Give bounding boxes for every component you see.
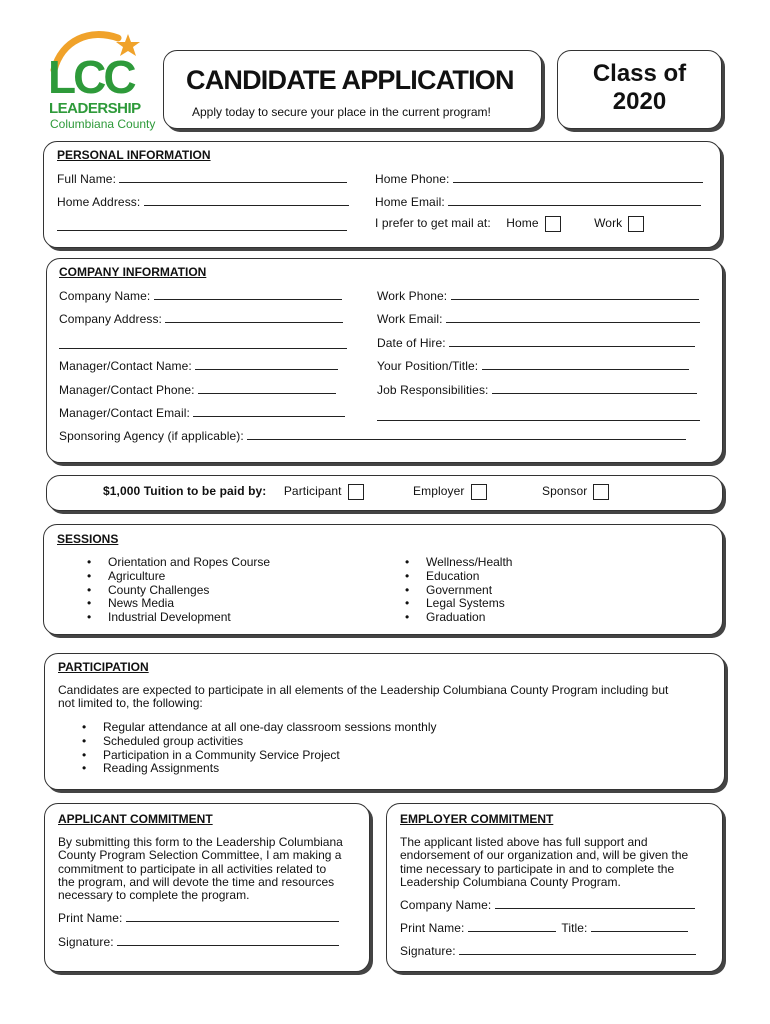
applicant-text: By submitting this form to the Leadership Columbiana County Program Selection Committee, I am making a commitment to participate in all activities related to the program, and will devote the time and resources necessary to complete the program. <box>58 835 343 903</box>
applicant-print-name-field[interactable]: Print Name: <box>58 911 339 925</box>
tuition-employer-label: Employer <box>413 484 465 499</box>
work-email-field[interactable]: Work Email: <box>377 312 700 326</box>
job-responsibilities-line2[interactable] <box>377 410 700 424</box>
mail-work-checkbox[interactable] <box>628 216 644 232</box>
home-address-field[interactable]: Home Address: <box>57 195 349 209</box>
home-address-line2[interactable] <box>57 220 347 234</box>
logo-leadership: LEADERSHIP <box>49 100 141 117</box>
full-name-field[interactable]: Full Name: <box>57 172 347 186</box>
list-item: • Graduation <box>401 611 512 625</box>
position-title-field[interactable]: Your Position/Title: <box>377 359 689 373</box>
page-title: CANDIDATE APPLICATION <box>186 65 514 95</box>
work-phone-field[interactable]: Work Phone: <box>377 289 699 303</box>
tuition-employer-checkbox[interactable] <box>471 484 487 500</box>
list-item: • Reading Assignments <box>78 762 437 776</box>
mail-work-label: Work <box>594 216 623 231</box>
employer-text: The applicant listed above has full support and endorsement of our organization and, will be given the time necessary to participate in and to complete the Leadership Columbiana County Program. <box>400 835 689 889</box>
list-item: • Agriculture <box>83 570 270 584</box>
tuition-row <box>103 484 609 500</box>
position-title-input-line[interactable] <box>482 359 689 370</box>
employer-signature-field[interactable]: Signature: <box>400 944 696 958</box>
list-item: • Orientation and Ropes Course <box>83 556 270 570</box>
list-item: • Government <box>401 584 512 598</box>
full-name-input-line[interactable] <box>119 172 347 183</box>
list-item: • Education <box>401 570 512 584</box>
class-year-box <box>557 50 722 129</box>
sessions-list-right <box>401 556 512 625</box>
list-item: • News Media <box>83 597 270 611</box>
applicant-print-name-input-line[interactable] <box>126 911 339 922</box>
job-responsibilities-input-line[interactable] <box>492 383 697 394</box>
list-item: • Participation in a Community Service Project <box>78 749 437 763</box>
home-email-input-line[interactable] <box>448 195 701 206</box>
company-name-input-line[interactable] <box>154 289 342 300</box>
date-of-hire-field[interactable]: Date of Hire: <box>377 336 695 350</box>
employer-signature-input-line[interactable] <box>459 944 696 955</box>
personal-heading: PERSONAL INFORMATION <box>57 148 211 162</box>
manager-phone-field[interactable]: Manager/Contact Phone: <box>59 383 336 397</box>
list-item: • Scheduled group activities <box>78 735 437 749</box>
employer-title-input-line[interactable] <box>591 921 688 932</box>
company-address-input-line[interactable] <box>165 312 343 323</box>
tuition-label: $1,000 Tuition to be paid by: <box>103 484 267 499</box>
participation-list <box>78 721 437 776</box>
applicant-signature-field[interactable]: Signature: <box>58 935 339 949</box>
logo-county: Columbiana County <box>50 117 156 131</box>
list-item: • County Challenges <box>83 584 270 598</box>
employer-company-name-input-line[interactable] <box>495 898 695 909</box>
class-year: 2020 <box>612 88 667 115</box>
manager-name-input-line[interactable] <box>195 359 338 370</box>
work-phone-input-line[interactable] <box>451 289 699 300</box>
company-name-field[interactable]: Company Name: <box>59 289 342 303</box>
tuition-participant-checkbox[interactable] <box>348 484 364 500</box>
list-item: • Industrial Development <box>83 611 270 625</box>
tuition-sponsor-label: Sponsor <box>541 484 588 499</box>
sessions-list-left <box>83 556 270 625</box>
mail-home-checkbox[interactable] <box>545 216 561 232</box>
tuition-participant-label: Participant <box>283 484 342 499</box>
manager-email-field[interactable]: Manager/Contact Email: <box>59 406 345 420</box>
home-address-input-line[interactable] <box>144 195 349 206</box>
work-email-input-line[interactable] <box>446 312 700 323</box>
job-responsibilities-line2-input[interactable] <box>377 410 700 421</box>
employer-company-name-field[interactable]: Company Name: <box>400 898 695 912</box>
sessions-heading: SESSIONS <box>57 532 119 546</box>
home-address-line2-input[interactable] <box>57 220 347 231</box>
manager-email-input-line[interactable] <box>193 406 345 417</box>
mail-preference: I prefer to get mail at: Home Work <box>375 216 644 232</box>
manager-phone-input-line[interactable] <box>198 383 336 394</box>
applicant-signature-input-line[interactable] <box>117 935 339 946</box>
date-of-hire-input-line[interactable] <box>449 336 695 347</box>
tuition-sponsor-checkbox[interactable] <box>593 484 609 500</box>
company-address-field[interactable]: Company Address: <box>59 312 343 326</box>
participation-text: Candidates are expected to participate in all elements of the Leadership Columbiana County Program including but not limited to, the following: <box>58 683 669 711</box>
company-heading: COMPANY INFORMATION <box>59 265 207 279</box>
applicant-heading: APPLICANT COMMITMENT <box>58 812 213 826</box>
manager-name-field[interactable]: Manager/Contact Name: <box>59 359 338 373</box>
sponsoring-agency-field[interactable]: Sponsoring Agency (if applicable): <box>59 429 686 443</box>
page-subtitle: Apply today to secure your place in the current program! <box>192 105 491 119</box>
home-phone-field[interactable]: Home Phone: <box>375 172 703 186</box>
employer-print-name-title-field[interactable]: Print Name: Title: <box>400 921 688 935</box>
list-item: • Regular attendance at all one-day classroom sessions monthly <box>78 721 437 735</box>
list-item: • Legal Systems <box>401 597 512 611</box>
lcc-logo <box>40 26 158 136</box>
title-box <box>163 50 542 129</box>
sponsoring-agency-input-line[interactable] <box>247 429 686 440</box>
class-label: Class of <box>592 60 687 87</box>
logo-initials: LCC <box>48 51 134 103</box>
participation-heading: PARTICIPATION <box>58 660 149 674</box>
list-item: • Wellness/Health <box>401 556 512 570</box>
mail-home-label: Home <box>506 216 539 231</box>
home-phone-input-line[interactable] <box>453 172 703 183</box>
company-address-line2-input[interactable] <box>59 338 347 349</box>
employer-heading: EMPLOYER COMMITMENT <box>400 812 554 826</box>
home-email-field[interactable]: Home Email: <box>375 195 701 209</box>
employer-print-name-input-line[interactable] <box>468 921 556 932</box>
company-address-line2[interactable] <box>59 338 347 352</box>
job-responsibilities-field[interactable]: Job Responsibilities: <box>377 383 697 397</box>
